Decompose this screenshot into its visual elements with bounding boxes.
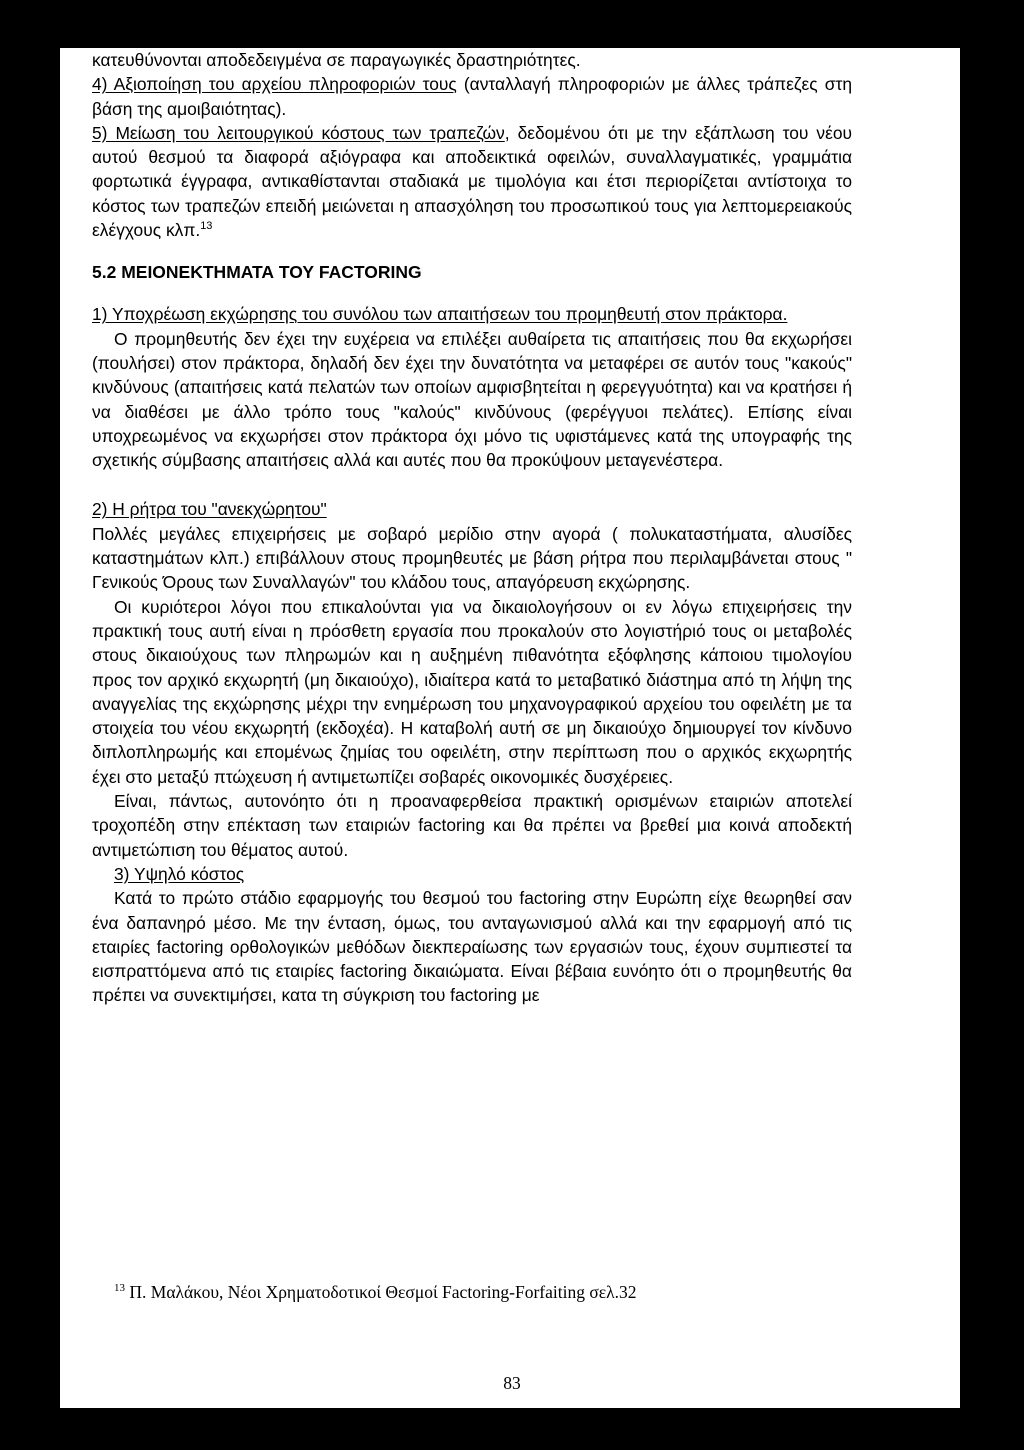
paragraph — [92, 72, 852, 121]
paragraph: Ο προμηθευτής δεν έχει την ευχέρεια να επιλέξει αυθαίρετα τις απαιτήσεις που θα εκχωρήσει (πουλήσει) στον πράκτορα, δηλαδή δεν έχει την δυνατότητα να μεταφέρει σε αυτόν τους "κακούς" κινδύνους (απαιτήσεις κατά πελατών των οποίων αμφισβητείται η φερεγγυότητα) και να κρατήσει ή να διαθέσει με άλλο τρόπο τους "καλούς" κινδύνους (φερέγγυοι πελάτες). Επίσης είναι υποχρεωμένος να εκχωρήσει στον πράκτορα όχι μόνο τις υφιστάμενες κατά της υπογραφής της σχετικής σύμβασης απαιτήσεις αλλά και αυτές που θα προκύψουν μεταγενέστερα. — [92, 328, 852, 471]
paragraph: Οι κυριότεροι λόγοι που επικαλούνται για να δικαιολογήσουν οι εν λόγω επιχειρήσεις την πρακτική τους αυτή είναι η πρόσθετη εργασία που προκαλούν στο λογιστήριό τους οι μεταβολές στους δικαιούχους των πληρωμών και η αυξημένη πιθανότητα εξόφλησης κάποιου τιμολογίου προς τον αρχικό εκχωρητή (μη δικαιούχο), ιδιαίτερα κατά το μεταβατικό διάστημα από τη λήψη της αναγγελίας της εκχώρησης μέχρι την ενημέρωση του μηχανογραφικού αρχείου του οφειλέτη με τα στοιχεία του νέου εκχωρητή (εκδοχέα). Η καταβολή αυτή σε μη δικαιούχο δημιουργεί τον κίνδυνο διπλοπληρωμής και επομένως ζημίας του οφειλέτη, στην περίπτωση που ο αρχικός εκχωρητής έχει στο μεταξύ πτώχευση ή αντιμετωπίζει σοβαρές οικονομικές δυσχέρειες. — [92, 596, 852, 787]
list-item-heading: 2) Η ρήτρα του "ανεκχώρητου" — [92, 499, 327, 520]
list-item-heading: 3) Υψηλό κόστος — [114, 863, 245, 884]
paragraph — [92, 121, 852, 242]
page-number: 83 — [503, 1373, 521, 1393]
list-item-heading: 1) Υποχρέωση εκχώρησης του συνόλου των απαιτήσεων του προμηθευτή στον πράκτορα. — [92, 304, 788, 325]
paragraph: Είναι, πάντως, αυτονόητο ότι η προαναφερθείσα πρακτική ορισμένων εταιριών αποτελεί τροχοπέδη στην επέκταση των εταιριών factoring και θα πρέπει να βρεθεί μια κοινά αποδεκτή αντιμετώπιση του θέματος αυτού. — [92, 791, 852, 860]
list-item-heading: 4) Αξιοποίηση του αρχείου πληροφοριών τους — [92, 74, 457, 95]
footnote-text: Π. Μαλάκου, Νέοι Χρηματοδοτικοί Θεσμοί Factoring-Forfaiting σελ.32 — [125, 1282, 637, 1302]
footnote-number: 13 — [114, 1282, 125, 1294]
paragraph-text: (ανταλλαγή πληροφοριών με άλλες τράπεζες στη βάση της αμοιβαιότητας). — [92, 74, 852, 119]
list-item-heading: 5) Μείωση του λειτουργικού κόστους των τραπεζών — [92, 122, 505, 143]
footnote-reference: 13 — [200, 220, 213, 233]
paragraph: Κατά το πρώτο στάδιο εφαρμογής του θεσμού του factoring στην Ευρώπη είχε θεωρηθεί σαν ένα δαπανηρό μέσο. Με την ένταση, όμως, του ανταγωνισμού αλλά και την εφαρμογή από τις εταιρίες factoring ορθολογικών μεθόδων διεκπεραίωσης των εργασιών τους, έχουν συμπιεστεί τα εισπραττόμενα από τις εταιρίες factoring δικαιώματα. Είναι βέβαια ευνόητο ότι ο προμηθευτής θα πρέπει να συνεκτιμήσει, κατα τη σύγκριση του factoring με — [92, 888, 852, 1006]
document-body — [92, 48, 852, 1008]
spacer — [92, 472, 852, 497]
section-heading: 5.2 ΜΕΙΟΝΕΚΤΗΜΑΤΑ ΤΟΥ FACTORING — [92, 262, 422, 283]
spacer — [92, 242, 852, 260]
paragraph-text: , δεδομένου ότι με την εξάπλωση του νέου αυτού θεσμού τα διαφορά αξιόγραφα και αποδεικτικά οφειλών, συναλλαγματικές, γραμμάτια φορτωτικά έγγραφα, αντικαθίστανται σταδιακά με τιμολόγια και έτσι περιορίζεται αντίστοιχα το κόστος των τραπεζών επειδή μειώνεται η απασχόληση του προσωπικού τους για λεπτομερειακούς ελέγχους κλπ. — [92, 122, 852, 241]
paragraph: κατευθύνονται αποδεδειγμένα σε παραγωγικές δραστηριότητες. — [92, 50, 581, 70]
paragraph: Πολλές μεγάλες επιχειρήσεις με σοβαρό μερίδιο στην αγορά ( πολυκαταστήματα, αλυσίδες καταστημάτων κλπ.) επιβάλλουν στους προμηθευτές με βάση ρήτρα που περιλαμβάνεται στους " Γενικούς Όρους των Συναλλαγών" του κλάδου τους, απαγόρευση εκχώρησης. — [92, 523, 852, 593]
footnote — [114, 1282, 874, 1303]
spacer — [92, 284, 852, 302]
